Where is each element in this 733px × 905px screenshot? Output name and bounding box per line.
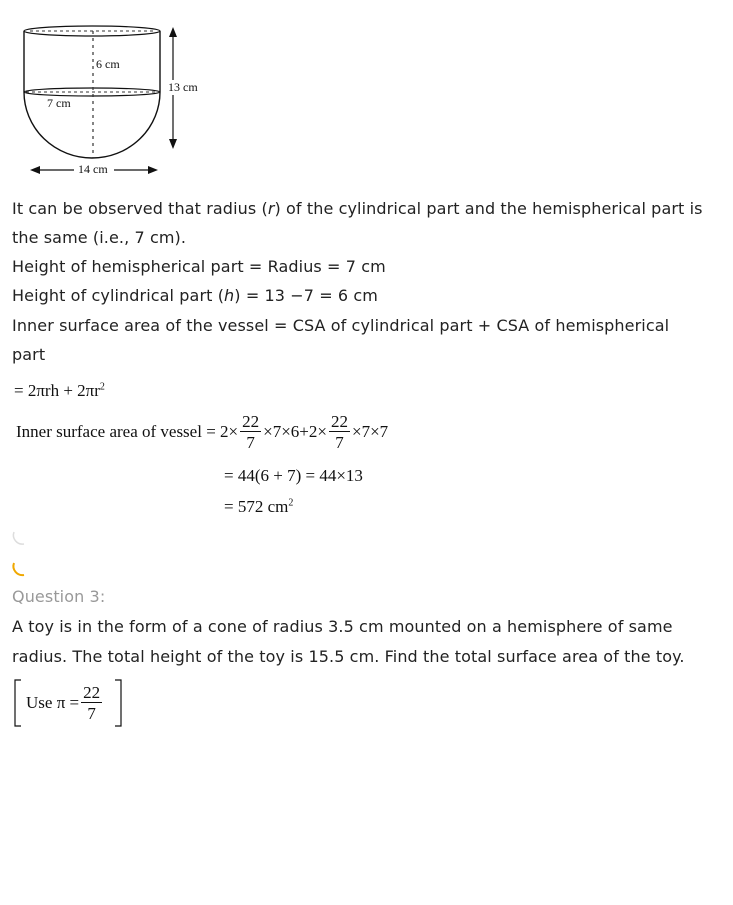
bracket-right-icon <box>114 679 124 727</box>
loading-arc-icon <box>10 560 30 580</box>
label-14cm: 14 cm <box>78 162 108 176</box>
solution-line-3: Height of hemispherical part = Radius = 7 cm <box>12 257 386 276</box>
label-7cm: 7 cm <box>47 96 71 110</box>
solution-line-5: Inner surface area of the vessel = CSA of cylindrical part + CSA of hemispherical <box>12 316 670 335</box>
fraction-pi: $\frac{22}{7}$ <box>83 683 101 723</box>
label-13cm: 13 cm <box>168 80 198 94</box>
formula-line: = $2\pi rh + 2\pi r^2$ <box>14 381 105 400</box>
fraction-22-7-b: $\frac{22}{7}$ <box>330 412 348 452</box>
solution-line-2: the same (i.e., 7 cm). <box>12 228 187 247</box>
use-pi-note: Use π = $\frac{22}{7}$ <box>26 683 101 723</box>
question-title: Question 3: <box>12 587 106 606</box>
label-6cm: 6 cm <box>96 57 120 71</box>
solution-line-1: It can be observed that radius (r) of the cylindrical part and the hemispherical part is <box>12 199 703 218</box>
hemisphere-arc <box>24 92 160 158</box>
question-text-1: A toy is in the form of a cone of radius 3.5 cm mounted on a hemisphere of same <box>12 617 673 636</box>
calc-line-2: = 44(6 + 7) = 44×13 <box>224 466 363 485</box>
bracket-left-icon <box>13 679 23 727</box>
calc-line-1: Inner surface area of vessel = 2× $\frac{22}{7}$ ×7×6+2× $\frac{22}{7}$ ×7×7 <box>16 412 389 452</box>
question-text-2: radius. The total height of the toy is 15.5 cm. Find the total surface area of the toy. <box>12 647 685 666</box>
solution-line-4: Height of cylindrical part (h) = 13 −7 = 6 cm <box>12 286 378 305</box>
faint-arc-icon <box>10 530 30 550</box>
fraction-22-7-a: $\frac{22}{7}$ <box>242 412 260 452</box>
calc-line-3: = 572 $cm^2$ <box>224 497 294 516</box>
solution-line-6: part <box>12 345 46 364</box>
